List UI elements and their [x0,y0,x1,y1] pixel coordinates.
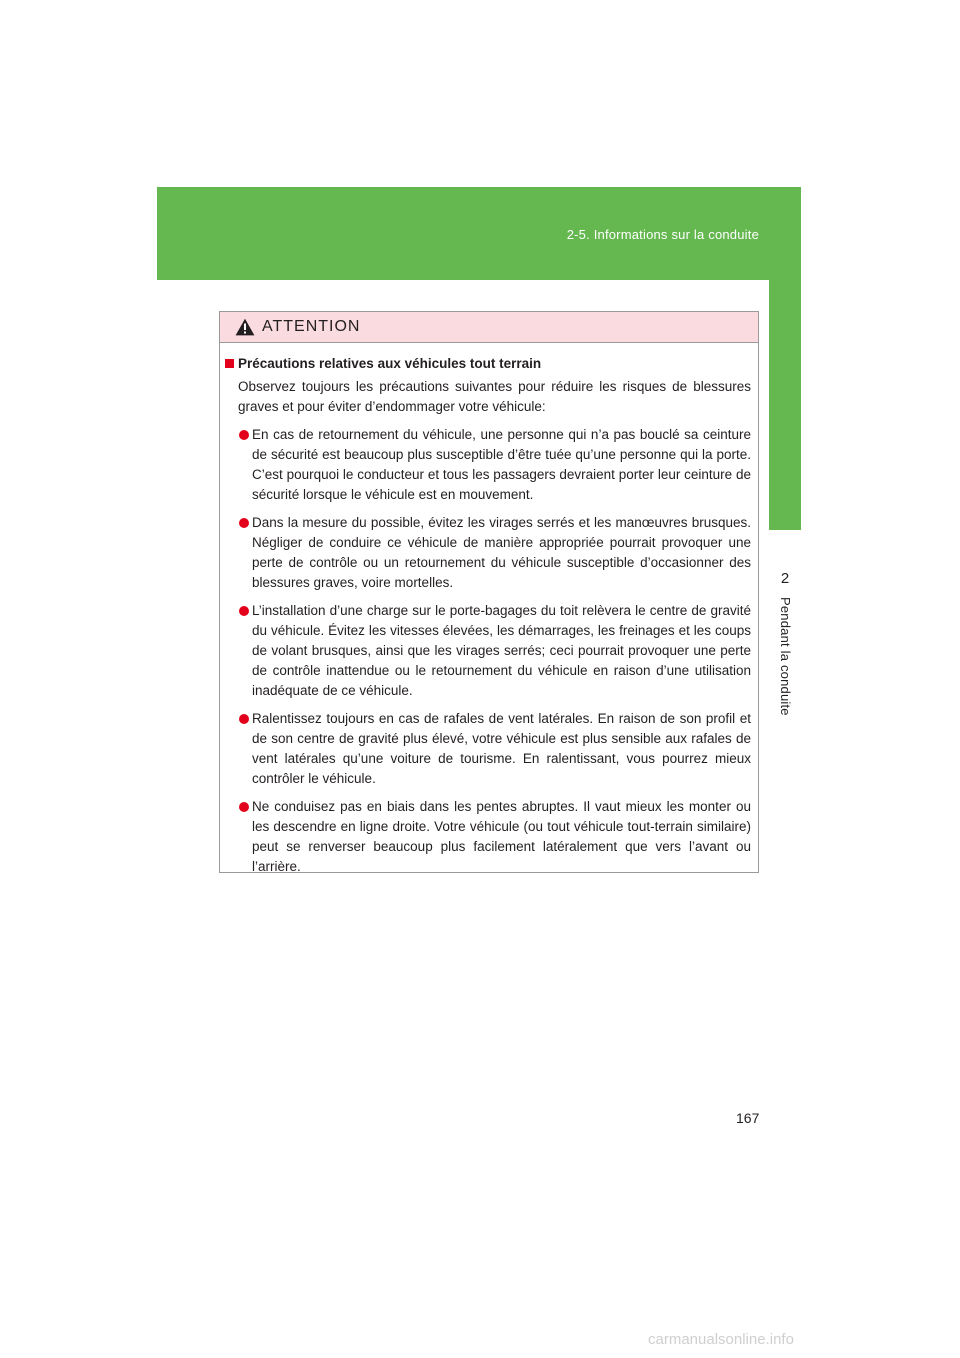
list-item-text: L’installation d’une charge sur le porte-bagages du toit relèvera le centre de gravité du véhicule. Évitez les vitesses élevées, les démarrages, les freinages et les coups de volant brusques, ainsi que les virages serrés; ceci pourrait provoquer une perte de contrôle inattendue ou le retournement du véhicule en raison d’une utilisation inadéquate de ce véhicule. [252,603,751,698]
chapter-title: Pendant la conduite [778,597,793,716]
warning-triangle-icon [235,318,255,336]
list-item [225,601,751,701]
list-item-text: En cas de retournement du véhicule, une personne qui n’a pas bouclé sa ceinture de sécurité est beaucoup plus susceptible d’être tuée qu’une personne qui la porte. C’est pourquoi le conducteur et tous les passagers devraient porter leur ceinture de sécurité lorsque le véhicule est en mouvement. [252,427,751,502]
list-item [225,425,751,505]
list-item [225,797,751,877]
topic-heading-text: Précautions relatives aux véhicules tout terrain [238,356,542,371]
section-title: 2-5. Informations sur la conduite [566,227,759,242]
page-number: 167 [736,1110,760,1126]
round-bullet-icon [239,430,249,440]
list-item-text: Ralentissez toujours en cas de rafales de vent latérales. En raison de son profil et de son centre de gravité plus élevé, votre véhicule est plus sensible aux rafales de vent latérales qu’une voiture de tourisme. En ralentissant, vous pourrez mieux contrôler le véhicule. [252,711,751,786]
topic-heading [225,356,751,371]
chapter-side-tab [769,280,801,530]
list-item [225,709,751,789]
list-item [225,513,751,593]
list-item-text: Ne conduisez pas en biais dans les pentes abruptes. Il vaut mieux les monter ou les descendre en ligne droite. Votre véhicule (ou tout véhicule tout-terrain similaire) peut se renverser beaucoup plus facilement latéralement que vers l’avant ou l’arrière. [252,799,751,874]
round-bullet-icon [239,714,249,724]
watermark-link[interactable]: carmanualsonline.info [648,1331,794,1348]
round-bullet-icon [239,802,249,812]
warning-body [220,343,758,877]
warning-box [219,311,759,873]
list-item-text: Dans la mesure du possible, évitez les virages serrés et les manœuvres brusques. Négliger de conduire ce véhicule de manière appropriée pourrait provoquer une perte de contrôle ou un retournement du véhicule susceptible d’occasionner des blessures graves, voire mortelles. [252,515,751,590]
intro-paragraph: Observez toujours les précautions suivantes pour réduire les risques de blessures graves et pour éviter d’endommager votre véhicule: [238,379,751,414]
precaution-list [225,425,751,877]
warning-label: ATTENTION [262,318,361,335]
header-band [157,187,801,280]
square-bullet-icon [225,359,234,368]
round-bullet-icon [239,518,249,528]
round-bullet-icon [239,606,249,616]
warning-header [220,312,758,343]
chapter-number: 2 [780,570,790,587]
